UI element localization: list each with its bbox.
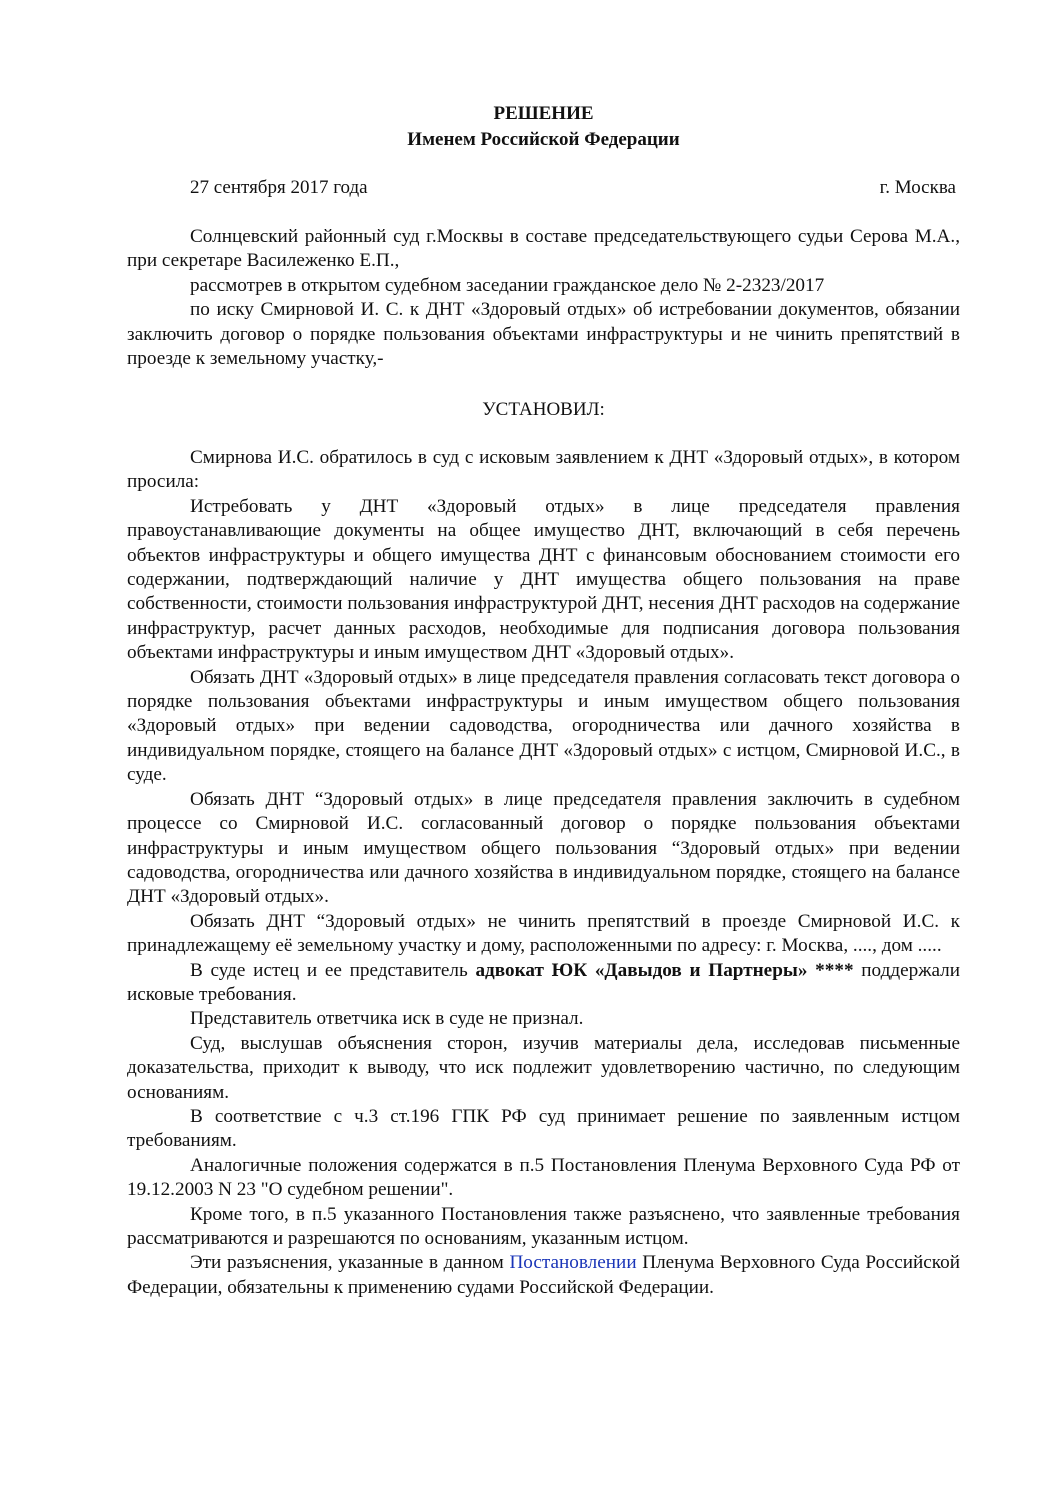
- representative-text-end: поддержали исковые требования.: [127, 959, 961, 1005]
- intro-paragraph-court: Солнцевский районный суд г.Москвы в составе председательствующего судьи Серова М.А., при секретаре Василеженко Е.П.,: [127, 226, 960, 272]
- body-paragraph: Представитель ответчика иск в суде не признал.: [190, 1008, 584, 1030]
- intro-paragraph-claim: по иску Смирновой И. С. к ДНТ «Здоровый отдых» об истребовании документов, обязании заключить договор о порядке пользования объектами инфраструктуры и не чинить препятствий в проезде к земельному участку,-: [127, 299, 960, 370]
- body-paragraph: Обязать ДНТ “Здоровый отдых» в лице председателя правления заключить в судебном процессе со Смирновой И.С. согласованный договор о порядке пользования объектами инфраструктуры и иным имуществом общего пользования “Здоровый отдых» при ведении садоводства, огородничества или дачного хозяйства в индивидуальном порядке, стоящего на балансе ДНТ «Здоровый отдых».: [127, 788, 960, 908]
- body-block: [127, 446, 960, 1300]
- body-paragraph: Суд, выслушав объяснения сторон, изучив материалы дела, исследовав письменные доказательства, приходит к выводу, что иск подлежит удовлетворению частично, по следующим основаниям.: [127, 1032, 960, 1103]
- body-paragraph-resolution: [127, 1251, 960, 1300]
- decision-date: 27 сентября 2017 года: [190, 177, 368, 198]
- body-paragraph: Истребовать у ДНТ «Здоровый отдых» в лице председателя правления правоустанавливающие документы на общее имущество ДНТ, включающий в себя перечень объектов инфраструктуры и общего имущества ДНТ с финансовым обоснованием стоимости его содержании, подтверждающий наличие у ДНТ имущества общего пользования на праве собственности, стоимости пользования инфраструктурой ДНТ, несения ДНТ расходов на содержание инфраструктур, расчет данных расходов, необходимые для подписания договора пользования объектами инфраструктуры и иным имуществом ДНТ «Здоровый отдых».: [127, 495, 960, 664]
- advocate-name: адвокат ЮК «Давыдов и Партнеры» ****: [475, 959, 854, 981]
- intro-paragraph-case: рассмотрев в открытом судебном заседании гражданское дело № 2-2323/2017: [190, 274, 825, 296]
- body-paragraph: Обязать ДНТ “Здоровый отдых» не чинить препятствий в проезде Смирновой И.С. к принадлежащему её земельному участку и дому, расположенными по адресу: г. Москва, ...., дом .....: [127, 910, 960, 957]
- body-paragraph: Смирнова И.С. обратилось в суд с исковым заявлением к ДНТ «Здоровый отдых», в котором просила:: [127, 447, 960, 493]
- representative-text-start: В суде истец и ее представитель: [190, 959, 476, 981]
- resolution-text-end: Пленума Верховного Суда Российской Федерации, обязательны к применению судами Российской Федерации.: [127, 1252, 960, 1298]
- body-paragraph: Кроме того, в п.5 указанного Постановления также разъяснено, что заявленные требования рассматриваются и разрешаются по основаниям, указанным истцом.: [127, 1203, 960, 1249]
- section-title: УСТАНОВИЛ:: [482, 399, 605, 420]
- resolution-link[interactable]: Постановлении: [509, 1252, 637, 1274]
- intro-block: [127, 225, 960, 371]
- document-subtitle: Именем Российской Федерации: [407, 129, 680, 150]
- body-paragraph: Аналогичные положения содержатся в п.5 Постановления Пленума Верховного Суда РФ от 19.12.2003 N 23 "О судебном решении".: [127, 1154, 960, 1201]
- body-paragraph-representative: [127, 959, 960, 1008]
- body-paragraph: В соответствие с ч.3 ст.196 ГПК РФ суд принимает решение по заявленным истцом требованиям.: [127, 1105, 960, 1152]
- resolution-text-start: Эти разъяснения, указанные в данном: [190, 1252, 510, 1274]
- document-page: [127, 0, 960, 1500]
- body-paragraph: Обязать ДНТ «Здоровый отдых» в лице председателя правления согласовать текст договора о порядке пользования объектами инфраструктуры и иным имуществом общего пользования «Здоровый отдых» при ведении садоводства, огородничества или дачного хозяйства в индивидуальном порядке, стоящего на балансе ДНТ «Здоровый отдых» с истцом, Смирновой И.С., в суде.: [127, 666, 960, 786]
- decision-city: г. Москва: [879, 177, 956, 198]
- document-title: РЕШЕНИЕ: [493, 103, 594, 124]
